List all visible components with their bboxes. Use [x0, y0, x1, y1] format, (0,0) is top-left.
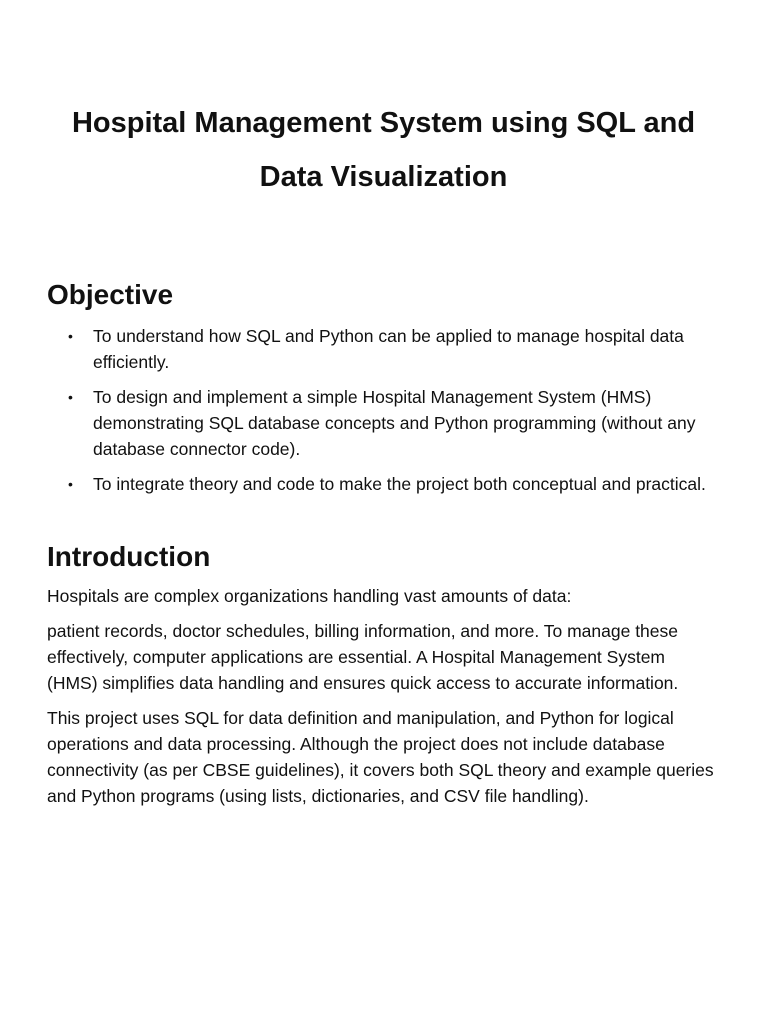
objective-list — [47, 323, 720, 497]
introduction-paragraph: Hospitals are complex organizations handling vast amounts of data: — [47, 586, 572, 606]
objective-heading: Objective — [47, 279, 174, 310]
bullet-icon: • — [68, 328, 73, 344]
objective-item-text: To understand how SQL and Python can be applied to manage hospital data efficiently. — [93, 326, 684, 372]
document-title-line-2: Data Visualization — [259, 161, 508, 193]
document-title-line-1: Hospital Management System using SQL and — [71, 107, 696, 139]
objective-item-text: To integrate theory and code to make the project both conceptual and practical. — [93, 474, 706, 494]
introduction-heading: Introduction — [47, 541, 211, 572]
list-item — [47, 471, 720, 497]
objective-item-text: To design and implement a simple Hospital Management System (HMS) demonstrating SQL database concepts and Python programming (without any database connector code). — [93, 387, 696, 459]
bullet-icon: • — [68, 389, 73, 405]
list-item — [47, 323, 720, 375]
introduction-paragraph: patient records, doctor schedules, billing information, and more. To manage these effectively, computer applications are essential. A Hospital Management System (HMS) simplifies data handling and ensures quick access to accurate information. — [47, 621, 679, 693]
document-title — [47, 0, 720, 204]
list-item — [47, 384, 720, 462]
introduction-paragraph: This project uses SQL for data definition and manipulation, and Python for logical operations and data processing. Although the project does not include database connectivity (as per CBSE guidelines), it covers both SQL theory and example queries and Python programs (using lists, dictionaries, and CSV file handling). — [47, 708, 714, 806]
bullet-icon: • — [68, 476, 73, 492]
